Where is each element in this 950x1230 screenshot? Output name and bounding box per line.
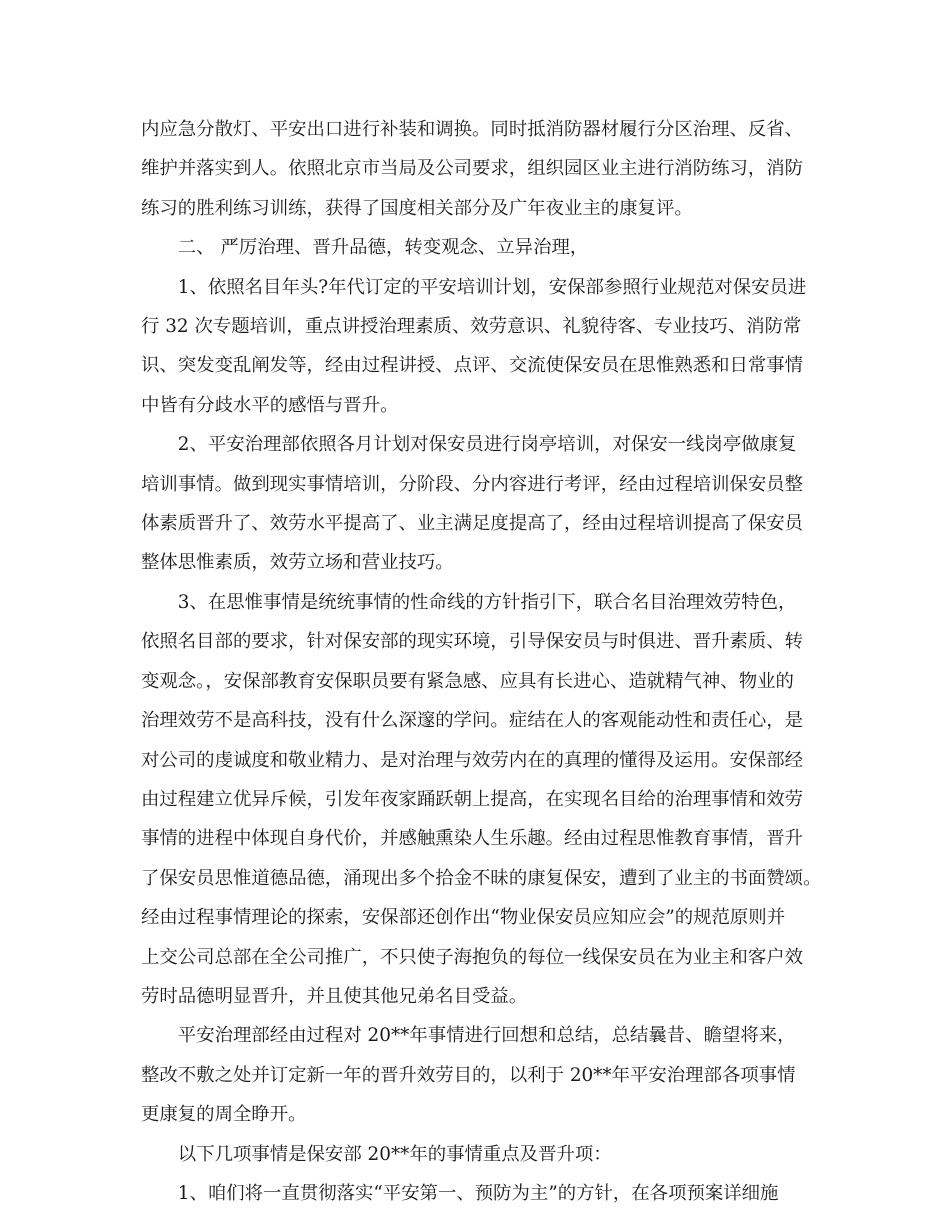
text-line: 以下几项事情是保安部 20**年的事情重点及晋升项： — [177, 1143, 612, 1165]
text-line: 练习的胜利练习训练，获得了国度相关部分及广年夜业主的康复评。 — [141, 197, 693, 219]
document-body — [141, 110, 822, 1213]
text-line: 事情的进程中体现自身代价，并感触熏染人生乐趣。经由过程思惟教育事情，晋升 — [141, 828, 804, 850]
paragraph — [141, 1135, 811, 1174]
text-line: 平安治理部经由过程对 20**年事情进行回想和总结，总结曩昔、瞻望将来， — [177, 1025, 796, 1047]
text-line: 中皆有分歧水平的感悟与晋升。 — [141, 394, 399, 416]
text-line: 3、在思惟事情是统统事情的性命线的方针指引下，联合名目治理效劳特色， — [177, 591, 797, 613]
text-line: 体素质晋升了、效劳水平提高了、业主满足度提高了，经由过程培训提高了保安员 — [141, 513, 804, 535]
text-line: 维护并落实到人。依照北京市当局及公司要求，组织园区业主进行消防练习，消防 — [141, 158, 804, 180]
paragraph — [141, 583, 822, 1016]
text-line: 2、平安治理部依照各月计划对保安员进行岗亭培训，对保安一线岗亭做康复 — [177, 434, 797, 456]
paragraph — [141, 1016, 811, 1134]
text-line: 二、 严厉治理、晋升品德，转变观念、立异治理， — [177, 237, 589, 259]
text-line: 1、咱们将一直贯彻落实“平安第一、预防为主”的方针，在各项预案详细施 — [177, 1182, 779, 1204]
text-line: 经由过程事情理论的探索，安保部还创作出“物业保安员应知应会”的规范原则并 — [141, 907, 786, 929]
text-line: 整体思惟素质，效劳立场和营业技巧。 — [141, 552, 454, 574]
text-line: 更康复的周全睁开。 — [141, 1104, 307, 1126]
paragraph — [141, 228, 811, 267]
text-line: 依照名目部的要求，针对保安部的现实环境，引导保安员与时俱进、晋升素质、转 — [141, 631, 804, 653]
text-line: 整改不敷之处并订定新一年的晋升效劳目的，以利于 20**年平安治理部各项事情 — [141, 1064, 796, 1086]
text-line: 内应急分散灯、平安出口进行补装和调换。同时抵消防器材履行分区治理、反省、 — [141, 119, 804, 140]
paragraph — [141, 110, 811, 228]
text-line: 治理效劳不是高科技，没有什么深邃的学问。症结在人的客观能动性和责任心，是 — [141, 710, 804, 732]
text-line: 变观念。，安保部教育安保职员要有紧急感、应具有长进心、造就精气神、物业的 — [141, 670, 794, 692]
text-line: 识、突发变乱阐发等，经由过程讲授、点评、交流使保安员在思惟熟悉和日常事情 — [141, 355, 804, 377]
text-line: 对公司的虔诚度和敬业精力、是对治理与效劳内在的真理的懂得及运用。安保部经 — [141, 749, 804, 771]
paragraph — [141, 425, 811, 583]
paragraph — [141, 268, 811, 426]
text-line: 了保安员思惟道德品德，涌现出多个拾金不昧的康复保安，遭到了业主的书面赞颂。 — [141, 867, 822, 889]
text-line: 1、依照名目年头?年代订定的平安培训计划，安保部参照行业规范对保安员进 — [177, 276, 807, 298]
text-line: 由过程建立优异斥候，引发年夜家踊跃朝上提高，在实现名目给的治理事情和效劳 — [141, 788, 804, 810]
text-line: 上交公司总部在全公司推广，不只使子海抱负的每位一线保安员在为业主和客户效 — [141, 946, 804, 968]
paragraph — [141, 1174, 811, 1213]
text-line: 培训事情。做到现实事情培训，分阶段、分内容进行考评，经由过程培训保安员整 — [141, 473, 804, 495]
text-line: 行 32 次专题培训，重点讲授治理素质、效劳意识、礼貌待客、专业技巧、消防常 — [141, 316, 802, 338]
text-line: 劳时品德明显晋升，并且使其他兄弟名目受益。 — [141, 985, 528, 1007]
